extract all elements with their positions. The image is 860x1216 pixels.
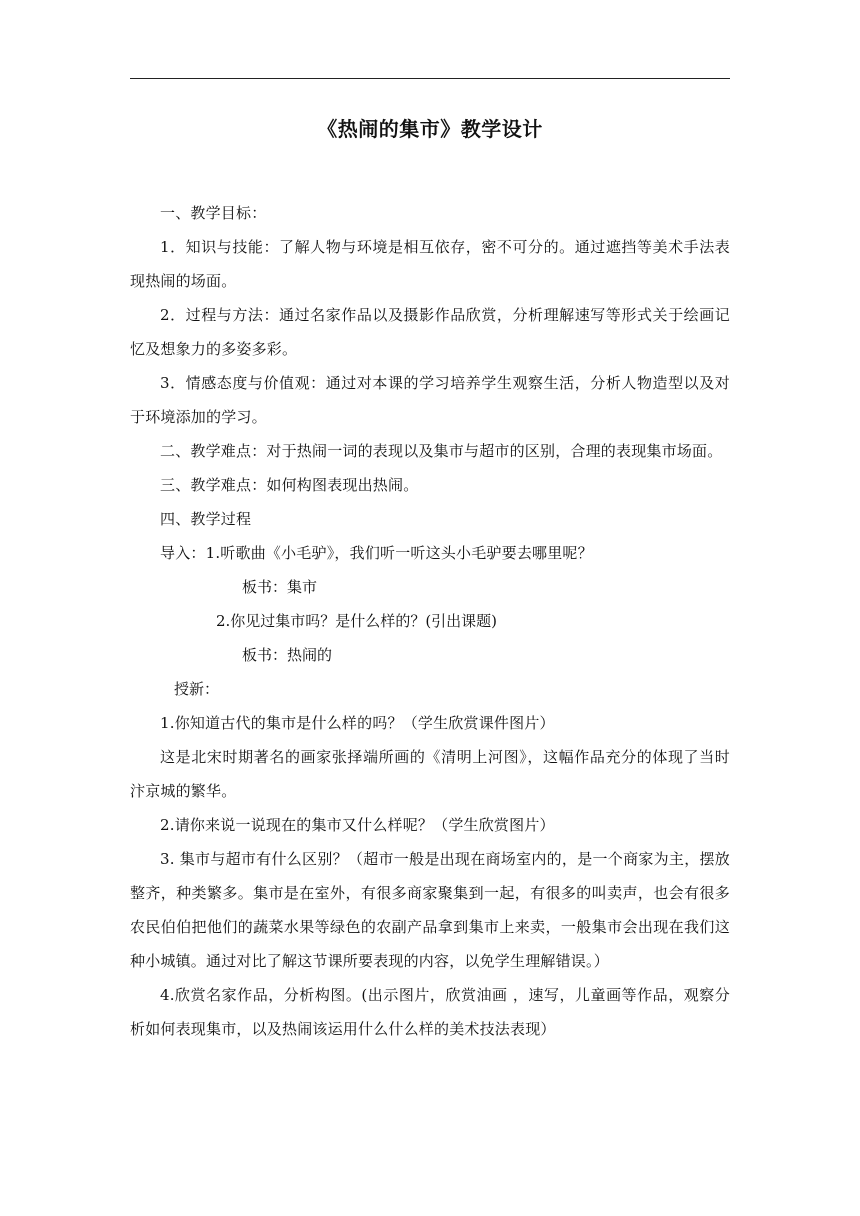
new-lesson-heading: 授新：	[174, 680, 220, 698]
lesson-step-2: 2.请你来说一说现在的集市又什么样呢？（学生欣赏图片）	[160, 816, 555, 834]
lesson-step-3: 3. 集市与超市有什么区别？（超市一般是出现在商场室内的，是一个商家为主，摆放整齐，种类繁多。集市是在室外，有很多商家聚集到一起，有很多的叫卖声，也会有很多农民伯伯把他们的蔬菜水果等绿色的农副产品拿到集市上来卖，一般集市会出现在我们这种小城镇。通过对比了解这节课所要表现的内容，以免学生理解错误。）	[130, 850, 730, 970]
board-note-1: 板书：集市	[242, 578, 318, 596]
document-page	[130, 0, 730, 1216]
objective-emotion: 3．情感态度与价值观：通过对本课的学习培养学生观察生活，分析人物造型以及对于环境添加的学习。	[130, 374, 730, 426]
lesson-step-1: 1.你知道古代的集市是什么样的吗？（学生欣赏课件图片）	[160, 714, 555, 732]
lesson-step-1-detail: 这是北宋时期著名的画家张择端所画的《清明上河图》，这幅作品充分的体现了当时汴京城的繁华。	[130, 748, 730, 800]
document-title: 《热闹的集市》教学设计	[317, 117, 543, 141]
section-objectives-heading: 一、教学目标：	[160, 204, 267, 222]
objective-knowledge: 1．知识与技能：了解人物与环境是相互依存，密不可分的。通过遮挡等美术手法表现热闹的场面。	[130, 238, 730, 290]
board-note-2: 板书：热闹的	[242, 646, 333, 664]
intro-step-1: 导入：1.听歌曲《小毛驴》，我们听一听这头小毛驴要去哪里呢？	[160, 544, 593, 562]
intro-step-2: 2.你见过集市吗？是什么样的？(引出课题)	[216, 612, 498, 630]
section-difficulty-2: 三、教学难点：如何构图表现出热闹。	[160, 476, 419, 494]
header-rule	[130, 78, 730, 79]
section-process-heading: 四、教学过程	[160, 510, 252, 528]
objective-process: 2．过程与方法：通过名家作品以及摄影作品欣赏，分析理解速写等形式关于绘画记忆及想象力的多姿多彩。	[130, 306, 730, 358]
lesson-step-4: 4.欣赏名家作品，分析构图。(出示图片，欣赏油画 ，速写，儿童画等作品，观察分析如何表现集市，以及热闹该运用什么什么样的美术技法表现）	[130, 986, 730, 1038]
section-difficulty-1: 二、教学难点：对于热闹一词的表现以及集市与超市的区别，合理的表现集市场面。	[160, 442, 723, 460]
document-body	[130, 196, 730, 1046]
